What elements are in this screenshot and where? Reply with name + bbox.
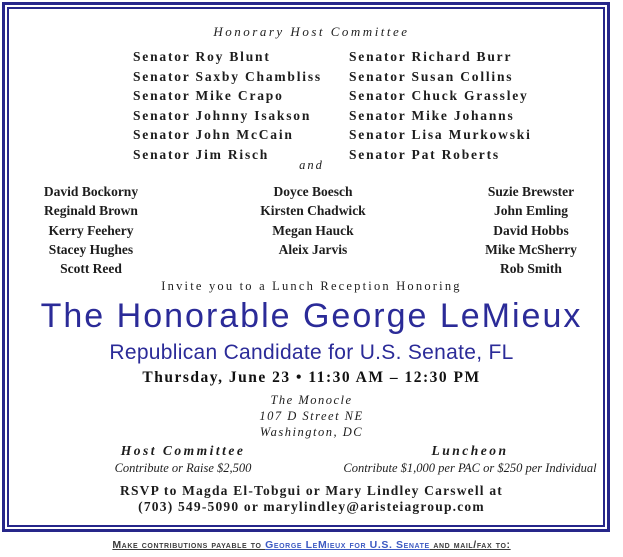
- honoree-subtitle: Republican Candidate for U.S. Senate, FL: [109, 341, 514, 364]
- senator-name: Senator Chuck Grassley: [349, 88, 529, 104]
- rsvp-line-2: (703) 549-5090 or marylindley@aristeiagroup.com: [138, 498, 485, 514]
- conjunction-text: and: [299, 158, 324, 172]
- hosts-column-2: [260, 182, 365, 259]
- host-name: Doyce Boesch: [273, 184, 353, 199]
- host-name: Mike McSherry: [485, 241, 577, 257]
- host-name: Rob Smith: [500, 261, 562, 277]
- invite-line: Invite you to a Lunch Reception Honoring: [161, 279, 462, 293]
- host-name: John Emling: [494, 203, 568, 219]
- senator-name: Senator Johnny Isakson: [133, 107, 312, 123]
- senator-name: Senator Susan Collins: [349, 68, 514, 84]
- host-name: Megan Hauck: [272, 222, 354, 238]
- hosts-column-1: [44, 182, 138, 278]
- payee-link[interactable]: George LeMieux for U.S. Senate: [265, 539, 430, 551]
- host-name: Kirsten Chadwick: [260, 203, 366, 219]
- host-committee-title: Host Committee: [120, 443, 246, 458]
- host-name: Scott Reed: [60, 261, 122, 277]
- host-name: Kerry Feehery: [48, 222, 134, 238]
- contribution-note-prefix: Make contributions payable to: [112, 539, 266, 551]
- senators-column-right: [349, 47, 532, 165]
- senator-name: Senator Saxby Chambliss: [133, 68, 322, 84]
- host-name: Aleix Jarvis: [278, 241, 348, 257]
- contribution-note-suffix: and mail/fax to:: [429, 539, 511, 551]
- host-name: Stacey Hughes: [48, 241, 134, 257]
- senator-name: Senator Mike Crapo: [133, 88, 284, 104]
- senators-column-left: [133, 47, 322, 165]
- venue-block: [0, 392, 623, 441]
- senator-name: Senator Richard Burr: [349, 49, 513, 64]
- luncheon-block: [320, 443, 620, 476]
- event-datetime: Thursday, June 23 • 11:30 AM – 12:30 PM: [142, 369, 481, 386]
- senator-name: Senator Mike Johanns: [349, 107, 515, 123]
- host-committee-block: [33, 443, 333, 476]
- honorary-host-committee-heading: Honorary Host Committee: [213, 24, 410, 39]
- contribution-note: [0, 539, 623, 551]
- senator-name: Senator Roy Blunt: [133, 49, 271, 64]
- host-committee-detail: Contribute or Raise $2,500: [114, 461, 252, 475]
- rsvp-block: [0, 483, 623, 514]
- host-name: Suzie Brewster: [487, 184, 575, 199]
- senator-name: Senator John McCain: [133, 127, 294, 143]
- host-name: David Bockorny: [43, 184, 139, 199]
- honoree-name: The Honorable George LeMieux: [40, 297, 583, 335]
- rsvp-line-1: RSVP to Magda El-Tobgui or Mary Lindley Carswell at: [120, 483, 503, 498]
- host-name: Reginald Brown: [44, 203, 138, 219]
- senator-name: Senator Lisa Murkowski: [349, 127, 532, 143]
- senator-name: Senator Jim Risch: [133, 146, 270, 162]
- host-name: David Hobbs: [493, 222, 569, 238]
- venue-address: 107 D Street NE: [259, 409, 364, 424]
- luncheon-title: Luncheon: [431, 443, 509, 458]
- venue-name: The Monocle: [270, 393, 353, 407]
- venue-city: Washington, DC: [259, 425, 364, 440]
- luncheon-detail: Contribute $1,000 per PAC or $250 per Individual: [343, 461, 597, 475]
- hosts-column-3: [485, 182, 577, 278]
- senator-name: Senator Pat Roberts: [349, 146, 500, 162]
